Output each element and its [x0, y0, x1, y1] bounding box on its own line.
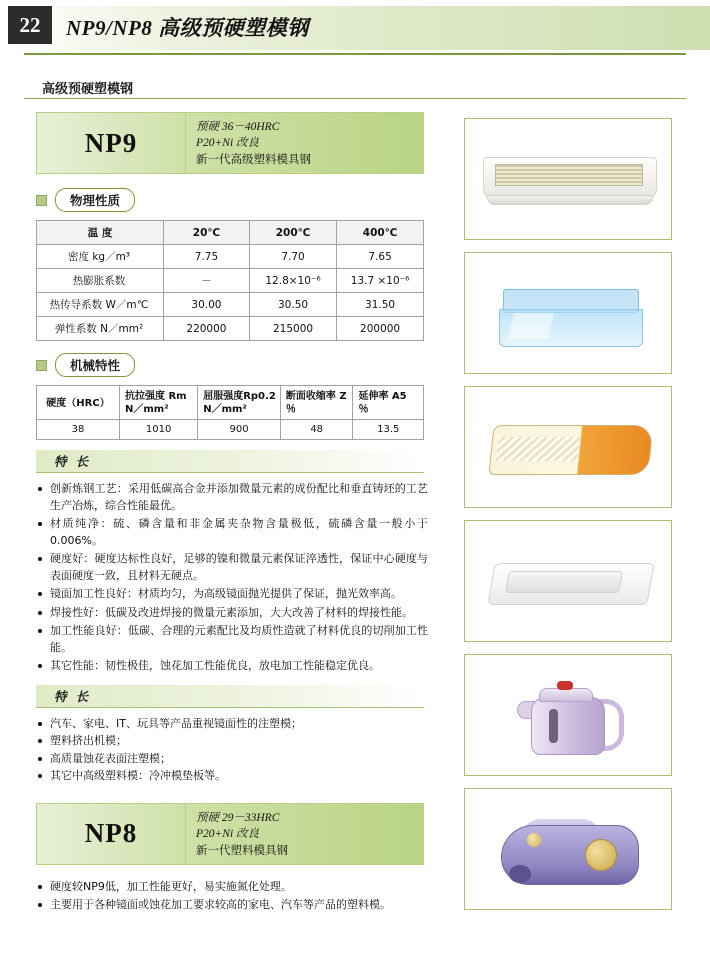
cell-elastic-200: 215000: [249, 317, 336, 341]
page-number: 22: [8, 6, 52, 44]
photo-car-corner-lamp: [464, 386, 672, 508]
np9-grade-spec-box: [186, 112, 424, 174]
list-item: 汽车、家电、IT、玩具等产品重视镜面性的注塑模；: [36, 716, 428, 733]
row-label-elastic-modulus: 弹性系数 N／mm²: [37, 317, 164, 341]
table-row: [37, 245, 424, 269]
np8-grade-spec-box: [186, 803, 424, 865]
col-reduction-area-line1: 断面收缩率 Z: [285, 391, 347, 402]
cell-hardness: 38: [37, 420, 120, 440]
np8-features-list: [36, 879, 428, 914]
cell-reduction: 48: [280, 420, 353, 440]
np8-spec-line-2: P20+Ni 改良: [196, 827, 260, 840]
np9-spec-line-1: 预硬 36－40HRC: [196, 121, 280, 133]
features-bar-1-label: 特 长: [54, 455, 92, 469]
table-header-row: [37, 221, 424, 245]
photo-electric-kettle: [464, 654, 672, 776]
physical-properties-label: 物理性质: [55, 188, 135, 212]
col-tensile-strength: [120, 386, 198, 420]
photo-vacuum-cleaner: [464, 788, 672, 910]
cell-elastic-20: 220000: [164, 317, 250, 341]
photo-transparent-blue-storage-box: [464, 252, 672, 374]
page-title: NP9/NP8 高级预硬塑模钢: [66, 16, 309, 40]
physical-properties-heading: [36, 188, 436, 212]
cell-density-400: 7.65: [337, 245, 424, 269]
section-title: 高级预硬塑模钢: [42, 82, 134, 97]
list-item: 其它性能：韧性极佳，蚀花加工性能优良，放电加工性能稳定优良。: [36, 658, 428, 675]
table-header-row: [37, 386, 424, 420]
electric-kettle-icon: [465, 655, 671, 775]
list-item: 镜面加工性良好：材质均匀，为高级镜面抛光提供了保证，抛光效率高。: [36, 586, 428, 603]
page-header: [0, 0, 710, 58]
col-yield-strength-line1: 屈服强度Rp0.2: [203, 391, 276, 402]
np8-grade-name-box: [36, 803, 186, 865]
col-hardness: 硬度（HRC）: [37, 386, 120, 420]
cell-conductivity-400: 31.50: [337, 293, 424, 317]
cell-tensile: 1010: [120, 420, 198, 440]
cell-elastic-400: 200000: [337, 317, 424, 341]
table-row: [37, 269, 424, 293]
car-lamp-icon: [465, 387, 671, 507]
col-tensile-strength-line1: 抗拉强度 Rm: [125, 391, 187, 402]
np9-features-list: [36, 481, 428, 675]
list-item: 加工性能良好：低碳、合理的元素配比及均质性造就了材料优良的切削加工性能。: [36, 623, 428, 656]
plastic-tray-icon: [465, 521, 671, 641]
list-item: 高质量蚀花表面注塑模；: [36, 751, 428, 768]
col-elongation-line1: 延伸率 A5: [358, 391, 407, 402]
cell-conductivity-200: 30.50: [249, 293, 336, 317]
col-reduction-area-line2: ％: [285, 404, 296, 415]
col-yield-strength: [198, 386, 281, 420]
cell-elongation: 13.5: [353, 420, 424, 440]
cell-yield: 900: [198, 420, 281, 440]
col-200c: 200℃: [249, 221, 336, 245]
list-item: 硬度好：硬度达标性良好，足够的镍和微量元素保证淬透性，保证中心硬度与表面硬度一致，且材料无硬点。: [36, 551, 428, 584]
section-divider: [24, 98, 686, 99]
photo-air-conditioner-indoor-unit: [464, 118, 672, 240]
table-row: [37, 317, 424, 341]
cell-expansion-200: 12.8×10⁻⁶: [249, 269, 336, 293]
main-content-column: [36, 112, 436, 920]
air-conditioner-icon: [465, 119, 671, 239]
list-item: 主要用于各种镜面或蚀花加工要求较高的家电、汽车等产品的塑料模。: [36, 897, 428, 914]
list-item: 其它中高级塑料模：冷冲模垫板等。: [36, 768, 428, 785]
np9-grade-header: [36, 112, 424, 174]
col-temperature: 温 度: [37, 221, 164, 245]
vacuum-cleaner-icon: [465, 789, 671, 909]
cell-density-20: 7.75: [164, 245, 250, 269]
storage-box-icon: [465, 253, 671, 373]
square-bullet-icon: [36, 360, 47, 371]
col-tensile-strength-line2: N／mm²: [125, 404, 169, 415]
features-bar-2: [36, 685, 424, 708]
cell-conductivity-20: 30.00: [164, 293, 250, 317]
table-row: [37, 420, 424, 440]
mechanical-properties-label: 机械特性: [55, 353, 135, 377]
row-label-conductivity: 热传导系数 W／m℃: [37, 293, 164, 317]
np9-spec-line-2: P20+Ni 改良: [196, 137, 260, 149]
np8-grade-name: NP8: [84, 818, 138, 848]
cell-expansion-400: 13.7 ×10⁻⁶: [337, 269, 424, 293]
np9-spec-line-3: 新一代高级塑料模具钢: [196, 152, 311, 166]
list-item: 材质纯净：硫、磷含量和非金属夹杂物含量极低，硫磷含量一般小于0.006%。: [36, 516, 428, 549]
photo-white-plastic-cover-tray: [464, 520, 672, 642]
list-item: 塑料挤出机模；: [36, 733, 428, 750]
features-bar-1: [36, 450, 424, 473]
col-yield-strength-line2: N／mm²: [203, 404, 247, 415]
list-item: 创新炼钢工艺：采用低碳高合金并添加微量元素的成份配比和垂直铸坯的工艺生产冶炼，综合性能最优。: [36, 481, 428, 514]
header-divider: [24, 53, 686, 55]
row-label-density: 密度 kg／m³: [37, 245, 164, 269]
col-reduction-area: [280, 386, 353, 420]
col-elongation: [353, 386, 424, 420]
list-item: 焊接性好：低碳及改进焊接的微量元素添加，大大改善了材料的焊接性能。: [36, 605, 428, 622]
square-bullet-icon: [36, 195, 47, 206]
col-400c: 400℃: [337, 221, 424, 245]
cell-density-200: 7.70: [249, 245, 336, 269]
np9-grade-name: NP9: [84, 127, 138, 158]
np8-grade-header: [36, 803, 424, 865]
np9-applications-list: [36, 716, 428, 785]
np8-spec-line-1: 预硬 29－33HRC: [196, 811, 280, 824]
table-row: [37, 293, 424, 317]
cell-expansion-20: －: [164, 269, 250, 293]
mechanical-properties-table: [36, 385, 424, 440]
product-photo-column: [464, 118, 674, 922]
physical-properties-table: [36, 220, 424, 341]
list-item: 硬度较NP9低，加工性能更好，易实施氮化处理。: [36, 879, 428, 896]
col-20c: 20℃: [164, 221, 250, 245]
np8-spec-line-3: 新一代塑料模具钢: [196, 842, 288, 857]
mechanical-properties-heading: [36, 353, 436, 377]
np9-grade-name-box: [36, 112, 186, 174]
col-elongation-line2: ％: [358, 404, 369, 415]
row-label-thermal-expansion: 热膨胀系数: [37, 269, 164, 293]
features-bar-2-label: 特 长: [54, 689, 92, 704]
